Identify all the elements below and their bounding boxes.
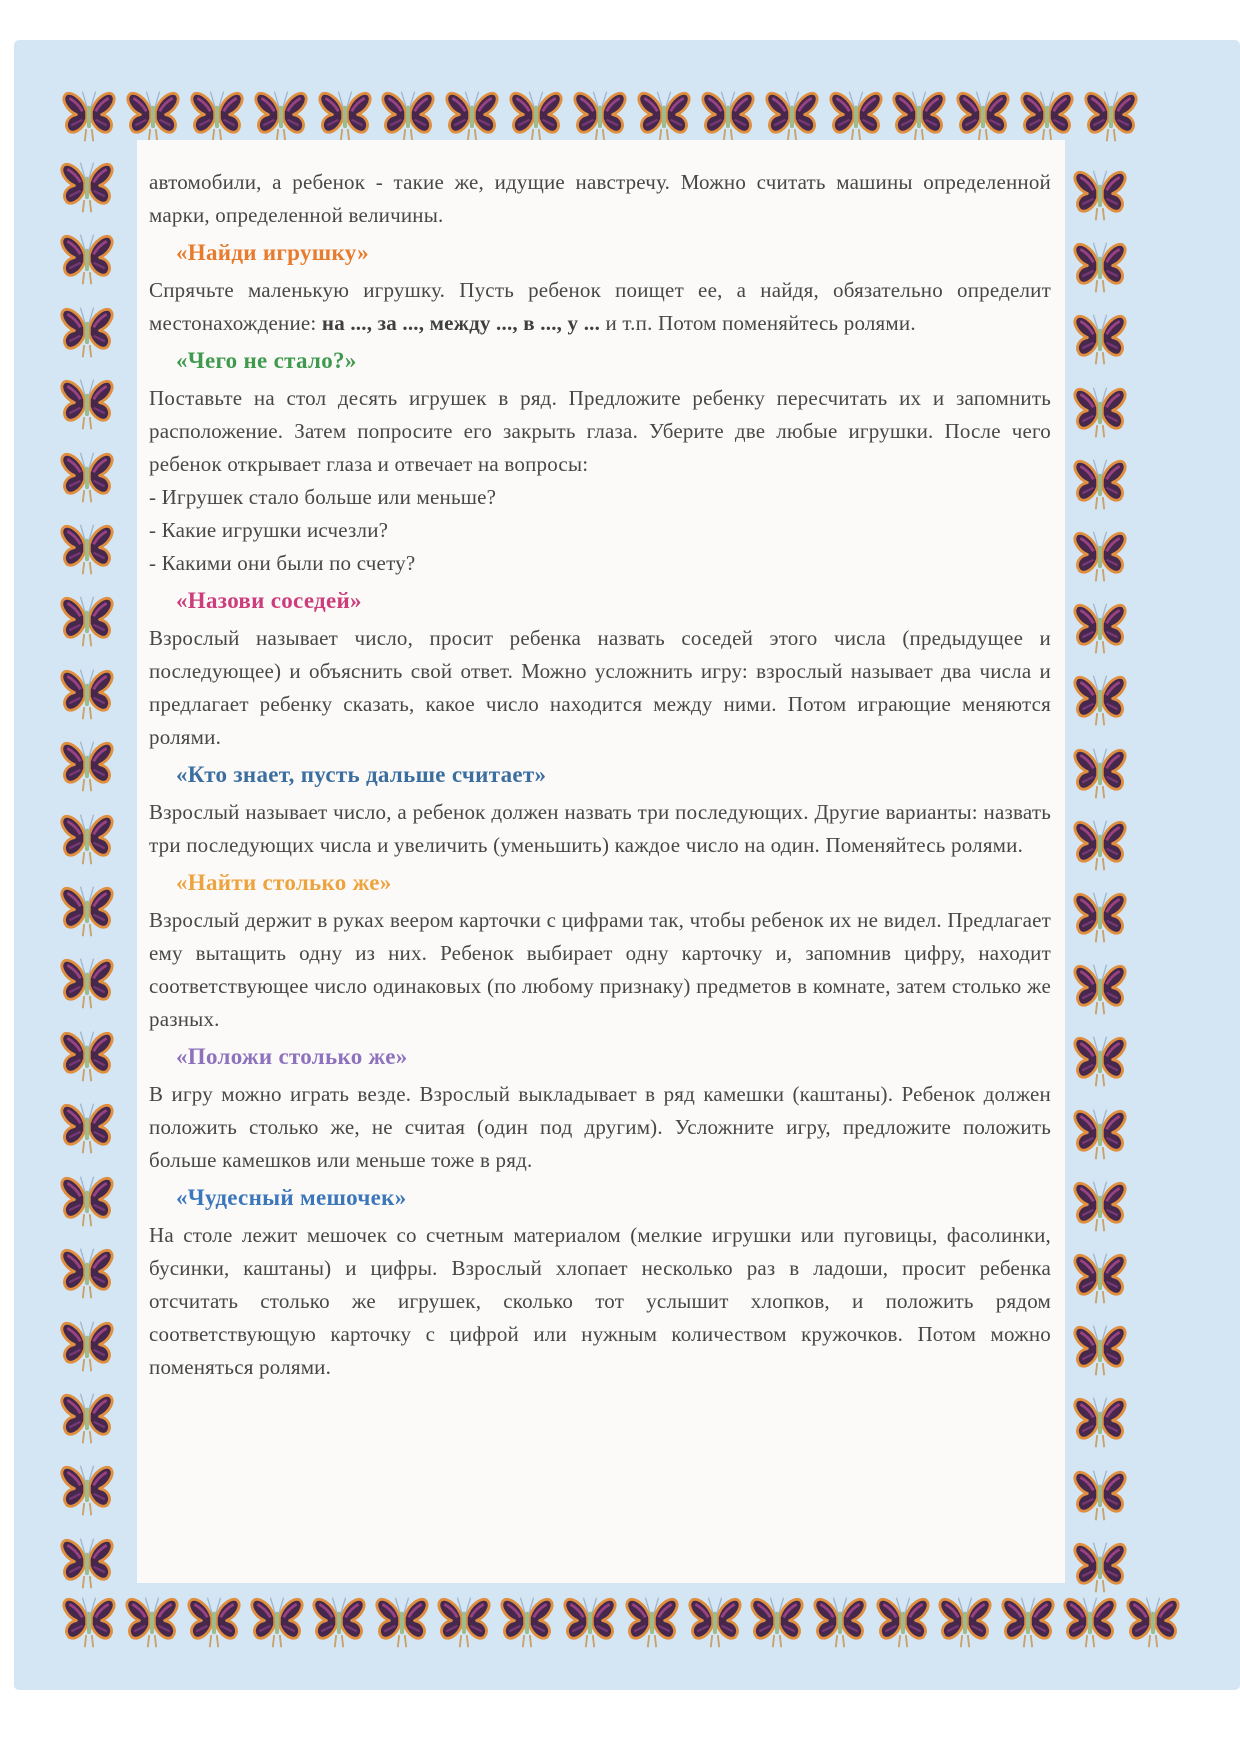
butterfly-icon — [58, 1461, 116, 1519]
text-run: В игру можно играть везде. Взрослый выкладывает в ряд камешки (каштаны). Ребенок должен положить столько же, не считая (один под другим). Усложните игру, предложите положить больше камешков или меньше тоже в ряд. — [149, 1082, 1051, 1172]
sections-container — [149, 236, 1051, 1384]
butterfly-icon — [1061, 1593, 1119, 1651]
paragraph — [149, 1078, 1051, 1177]
butterfly-icon — [623, 1593, 681, 1651]
text-run: На столе лежит мешочек со счетным материалом (мелкие игрушки или пуговицы, фасолинки, бусинки, каштаны) и цифры. Взрослый хлопает несколько раз в ладоши, просит ребенка отсчитать столько же игрушек, сколько тот услышит хлопков, и положить рядом соответствующую карточку с цифрой или нужным количеством кружочков. Потом можно поменяться ролями. — [149, 1223, 1051, 1379]
butterfly-icon — [60, 1593, 118, 1651]
butterfly-icon — [1071, 960, 1129, 1018]
text-run: - Какие игрушки исчезли? — [149, 518, 389, 542]
section-title: «Назови соседей» — [176, 588, 362, 613]
section-title: «Чудесный мешочек» — [176, 1185, 407, 1210]
butterfly-icon — [58, 1099, 116, 1157]
butterfly-icon — [58, 954, 116, 1012]
paragraph — [149, 904, 1051, 1036]
paragraph — [149, 514, 1051, 547]
butterfly-icon — [507, 87, 565, 145]
butterfly-border-left — [57, 158, 117, 1592]
butterfly-icon — [58, 1027, 116, 1085]
text-run: автомобили, а ребенок - такие же, идущие навстречу. Можно считать машины определенной марки, определенной величины. — [149, 170, 1051, 227]
butterfly-icon — [435, 1593, 493, 1651]
butterfly-icon — [1071, 1538, 1129, 1596]
butterfly-border-right — [1070, 166, 1130, 1596]
butterfly-icon — [1071, 455, 1129, 513]
butterfly-icon — [124, 87, 182, 145]
butterfly-icon — [58, 1244, 116, 1302]
paragraph — [149, 796, 1051, 862]
butterfly-icon — [1071, 166, 1129, 224]
paragraph — [149, 547, 1051, 580]
butterfly-icon — [123, 1593, 181, 1651]
butterfly-icon — [827, 87, 885, 145]
butterfly-icon — [571, 87, 629, 145]
text-run: и т.п. Потом поменяйтесь ролями. — [600, 311, 916, 335]
butterfly-icon — [58, 230, 116, 288]
butterfly-icon — [58, 665, 116, 723]
butterfly-icon — [248, 1593, 306, 1651]
butterfly-icon — [1071, 888, 1129, 946]
butterfly-icon — [874, 1593, 932, 1651]
paragraph — [149, 622, 1051, 754]
butterfly-icon — [1018, 87, 1076, 145]
butterfly-icon — [1071, 671, 1129, 729]
butterfly-icon — [58, 1534, 116, 1592]
butterfly-icon — [999, 1593, 1057, 1651]
butterfly-icon — [1071, 744, 1129, 802]
butterfly-icon — [310, 1593, 368, 1651]
butterfly-icon — [1071, 1032, 1129, 1090]
butterfly-icon — [699, 87, 757, 145]
butterfly-icon — [763, 87, 821, 145]
butterfly-icon — [58, 448, 116, 506]
section-title: «Кто знает, пусть дальше считает» — [176, 762, 547, 787]
butterfly-icon — [58, 1317, 116, 1375]
section-title: «Найти столько же» — [176, 870, 392, 895]
bold-text-run: на ..., за ..., между ..., в ..., у ... — [321, 311, 601, 335]
butterfly-icon — [954, 87, 1012, 145]
paragraph — [149, 1219, 1051, 1384]
butterfly-icon — [890, 87, 948, 145]
intro-paragraph — [149, 166, 1051, 232]
butterfly-icon — [561, 1593, 619, 1651]
butterfly-icon — [635, 87, 693, 145]
text-run: Поставьте на стол десять игрушек в ряд. Предложите ребенку пересчитать их и запомнить расположение. Затем попросите его закрыть глаза. Уберите две любые игрушки. После чего ребенок открывает глаза и отвечает на вопросы: — [149, 386, 1051, 476]
butterfly-icon — [185, 1593, 243, 1651]
butterfly-border-bottom — [60, 1592, 1182, 1652]
document-content — [137, 140, 1065, 1583]
butterfly-icon — [58, 520, 116, 578]
section-title: «Положи столько же» — [176, 1044, 408, 1069]
butterfly-icon — [252, 87, 310, 145]
butterfly-icon — [1071, 1466, 1129, 1524]
butterfly-icon — [1082, 87, 1140, 145]
butterfly-icon — [1071, 238, 1129, 296]
butterfly-icon — [1071, 1249, 1129, 1307]
butterfly-icon — [379, 87, 437, 145]
butterfly-icon — [58, 375, 116, 433]
butterfly-icon — [58, 737, 116, 795]
butterfly-icon — [58, 1389, 116, 1447]
paragraph — [149, 382, 1051, 481]
butterfly-icon — [373, 1593, 431, 1651]
butterfly-icon — [58, 158, 116, 216]
butterfly-icon — [1071, 1393, 1129, 1451]
butterfly-icon — [498, 1593, 556, 1651]
butterfly-icon — [60, 87, 118, 145]
butterfly-icon — [1071, 1177, 1129, 1235]
text-run: Взрослый называет число, просит ребенка назвать соседей этого числа (предыдущее и последующее) и объяснить свой ответ. Можно усложнить игру: взрослый называет два числа и предлагает ребенку сказать, какое число находится между ними. Потом играющие меняются ролями. — [149, 626, 1051, 749]
butterfly-icon — [1071, 527, 1129, 585]
section-title: «Чего не стало?» — [176, 348, 357, 373]
paragraph — [149, 481, 1051, 514]
butterfly-icon — [1071, 383, 1129, 441]
butterfly-icon — [188, 87, 246, 145]
butterfly-icon — [58, 810, 116, 868]
butterfly-icon — [1071, 1105, 1129, 1163]
text-run: Взрослый называет число, а ребенок должен назвать три последующих. Другие варианты: назвать три последующих числа и увеличить (уменьшить) каждое число на один. Поменяйтесь ролями. — [149, 800, 1051, 857]
text-run: Взрослый держит в руках веером карточки с цифрами так, чтобы ребенок их не видел. Предлагает ему вытащить одну из них. Ребенок выбирает одну карточку и, запомнив цифру, находит соответствующее число одинаковых (по любому признаку) предметов в комнате, затем столько же разных. — [149, 908, 1051, 1031]
butterfly-border-top — [60, 86, 1140, 146]
butterfly-icon — [1071, 310, 1129, 368]
butterfly-icon — [58, 1172, 116, 1230]
butterfly-icon — [1071, 816, 1129, 874]
paragraph — [149, 274, 1051, 340]
butterfly-icon — [58, 882, 116, 940]
butterfly-icon — [1071, 1321, 1129, 1379]
butterfly-icon — [936, 1593, 994, 1651]
butterfly-icon — [316, 87, 374, 145]
butterfly-icon — [686, 1593, 744, 1651]
butterfly-icon — [748, 1593, 806, 1651]
butterfly-icon — [811, 1593, 869, 1651]
text-run: Спрячьте маленькую игрушку. Пусть ребенок поищет ее, а найдя, обязательно определит местонахождение: — [149, 278, 1051, 335]
butterfly-icon — [1071, 599, 1129, 657]
butterfly-icon — [1124, 1593, 1182, 1651]
butterfly-icon — [443, 87, 501, 145]
butterfly-icon — [58, 592, 116, 650]
text-run: - Игрушек стало больше или меньше? — [149, 485, 497, 509]
section-title: «Найди игрушку» — [176, 240, 369, 265]
butterfly-icon — [58, 303, 116, 361]
text-run: - Какими они были по счету? — [149, 551, 416, 575]
